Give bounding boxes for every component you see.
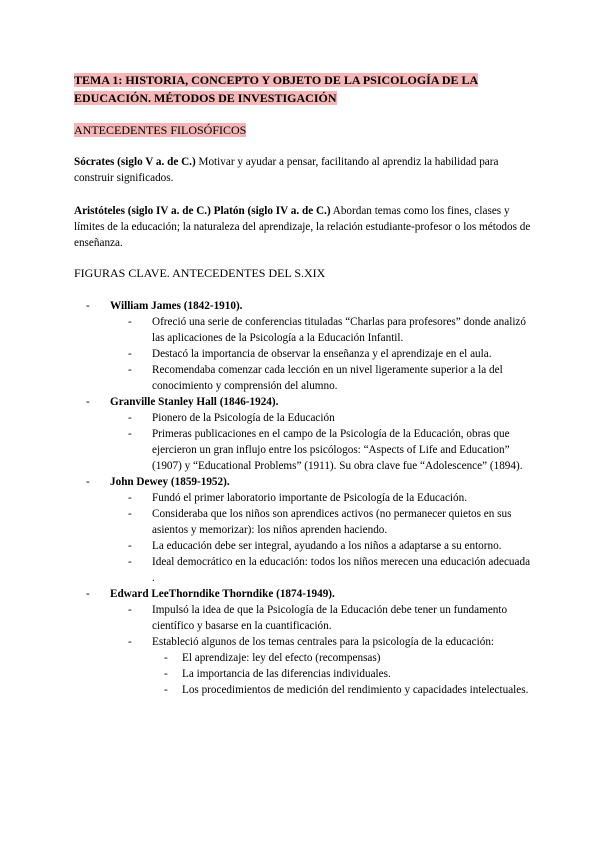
title-highlight: TEMA 1: HISTORIA, CONCEPTO Y OBJETO DE LA PSICOLOGÍA DE LA EDUCACIÓN. MÉTODOS DE INVESTIGACIÓN [74, 73, 479, 105]
list-item [74, 538, 534, 554]
list-item [74, 346, 534, 362]
list-item [74, 362, 534, 394]
dash-marker: - [128, 492, 132, 504]
list-item [74, 314, 534, 346]
list-item-text: Consideraba que los niños son aprendices activos (no permanecer quietos en sus asientos y memorizar): los niños aprenden haciendo. [152, 508, 512, 536]
page-title [74, 72, 534, 107]
list-item-text: Primeras publicaciones en el campo de la Psicología de la Educación, obras que ejercieron un gran influjo entre los psicólogos: “Aspects of Life and Education” (1907) y “Educational Problems” (1911). Su obra clave fue “Adolescence” (1894). [152, 428, 523, 472]
list-item-text: La educación debe ser integral, ayudando a los niños a adaptarse a su entorno. [152, 540, 502, 552]
list-item [74, 490, 534, 506]
socrates-label: Sócrates (siglo V a. de C.) [74, 156, 196, 168]
hall-name: Granville Stanley Hall (1846-1924). [110, 396, 279, 408]
sub-list-item-text: La importancia de las diferencias individuales. [182, 668, 391, 680]
list-item [74, 634, 534, 650]
list-item [74, 554, 534, 586]
section-heading-key-figures: FIGURAS CLAVE. ANTECEDENTES DEL S.XIX [74, 266, 326, 280]
dash-marker: - [128, 540, 132, 552]
dash-marker: - [128, 348, 132, 360]
james-name: William James (1842-1910). [110, 300, 243, 312]
dash-marker: - [164, 652, 168, 664]
heading-highlight: ANTECEDENTES FILOSÓFICOS [74, 123, 247, 137]
list-item-text: Fundó el primer laboratorio importante de Psicología de la Educación. [152, 492, 468, 504]
dash-marker: - [164, 668, 168, 680]
dash-marker: - [86, 476, 90, 488]
dash-marker: - [128, 364, 132, 376]
list-item-text: Destacó la importancia de observar la enseñanza y el aprendizaje en el aula. [152, 348, 492, 360]
list-item [74, 410, 534, 426]
sub-list-item [74, 666, 534, 682]
dash-marker: - [128, 508, 132, 520]
list-item-text: Ofreció una serie de conferencias tituladas “Charlas para profesores” donde analizó las aplicaciones de la Psicología a la Educación Infantil. [152, 316, 526, 344]
dash-marker: - [128, 412, 132, 424]
dash-marker: - [86, 396, 90, 408]
sub-list-item [74, 682, 534, 698]
sub-list-item-text: El aprendizaje: ley del efecto (recompensas) [182, 652, 381, 664]
list-item-text: Recomendaba comenzar cada lección en un nivel ligeramente superior a la del conocimiento y comprensión del alumno. [152, 364, 503, 392]
dash-marker: - [86, 588, 90, 600]
list-item [74, 602, 534, 634]
sub-list-item-text: Los procedimientos de medición del rendimiento y capacidades intelectuales. [182, 684, 529, 696]
dewey-name: John Dewey (1859-1952). [110, 476, 230, 488]
section-heading-philosophical [74, 122, 246, 139]
list-item-text: Pionero de la Psicología de la Educación [152, 412, 335, 424]
list-item-text: Impulsó la idea de que la Psicología de la Educación debe tener un fundamento científico y basarse en la cuantificación. [152, 604, 508, 632]
aristotle-plato-text: Abordan temas como los fines, clases y límites de la educación; la naturaleza del aprendizaje, la relación estudiante-profesor o los métodos de enseñanza. [74, 205, 531, 249]
dash-marker: - [128, 316, 132, 328]
dash-marker: - [128, 604, 132, 616]
dash-marker: - [128, 636, 132, 648]
dash-marker: - [128, 556, 132, 568]
dash-marker: - [164, 684, 168, 696]
list-item-james [74, 298, 534, 314]
list-item-text: Ideal democrático en la educación: todos los niños merecen una educación adecuada . [152, 556, 531, 584]
list-item-hall [74, 394, 534, 410]
sub-list-item [74, 650, 534, 666]
list-item-dewey [74, 474, 534, 490]
aristotle-plato-label: Aristóteles (siglo IV a. de C.) Platón (siglo IV a. de C.) [74, 205, 331, 217]
key-figures-list [74, 298, 534, 698]
paragraph-socrates [74, 154, 534, 186]
thorndike-name: Edward LeeThorndike Thorndike (1874-1949). [110, 588, 335, 600]
list-item-text: Estableció algunos de los temas centrales para la psicología de la educación: [152, 636, 495, 648]
dash-marker: - [128, 428, 132, 440]
list-item [74, 506, 534, 538]
paragraph-aristotle-plato [74, 203, 534, 251]
dash-marker: - [86, 300, 90, 312]
list-item-thorndike [74, 586, 534, 602]
socrates-text: Motivar y ayudar a pensar, facilitando al aprendiz la habilidad para construir significados. [74, 156, 499, 184]
list-item [74, 426, 534, 474]
